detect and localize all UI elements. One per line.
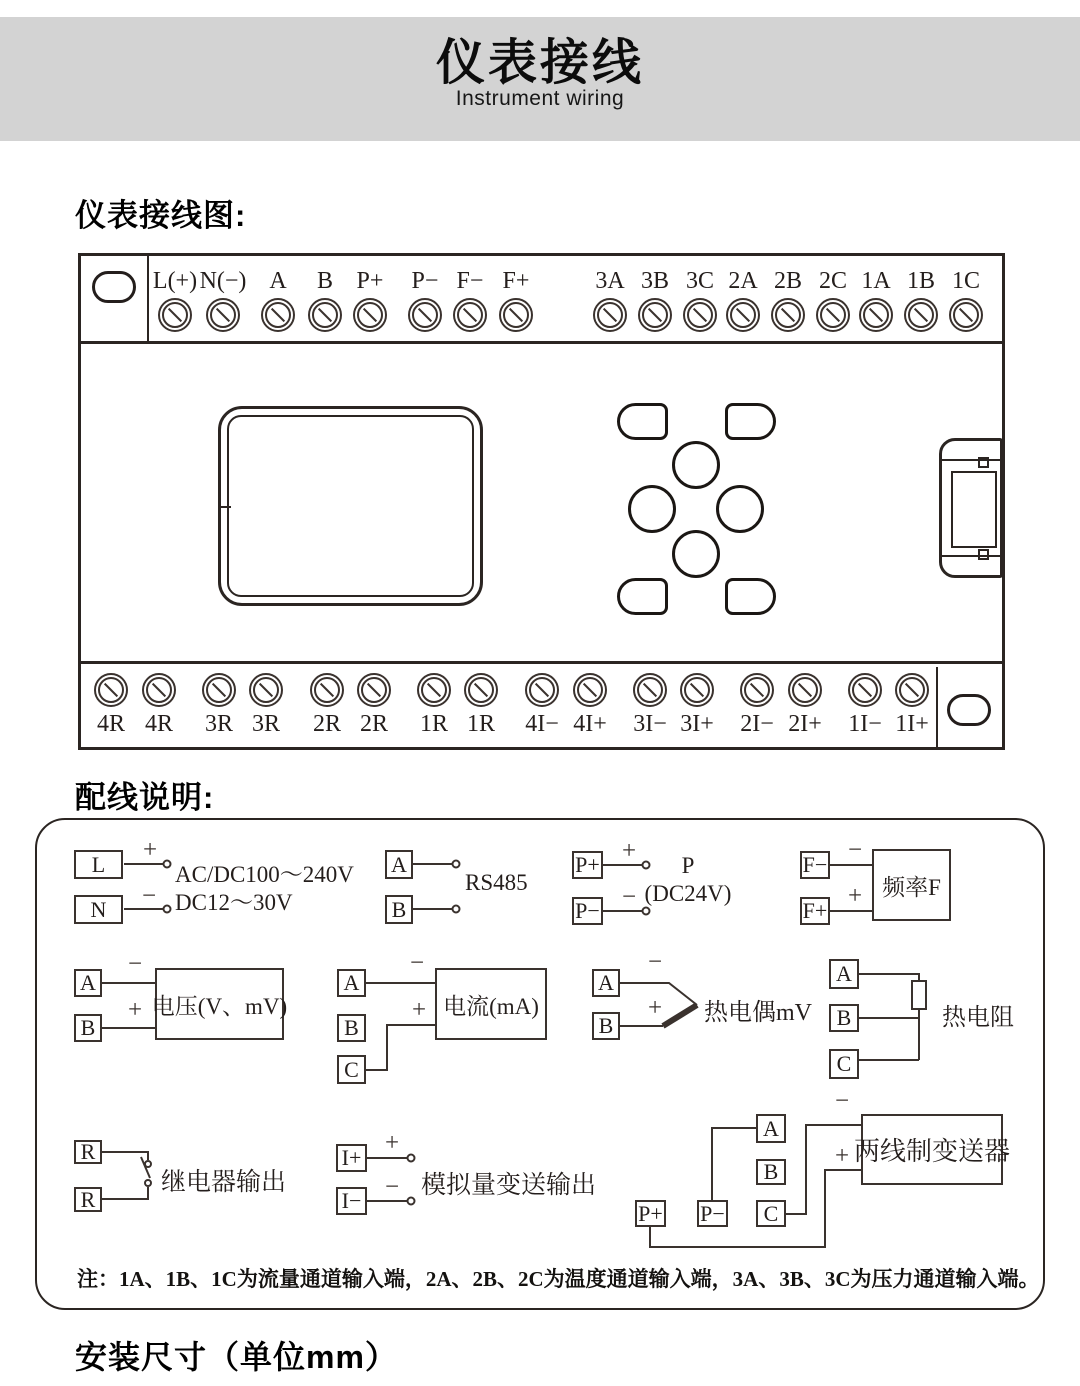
terminal-label: 1R	[466, 711, 495, 737]
terminal-box-L: L	[74, 850, 123, 879]
terminal-bottom	[777, 673, 833, 737]
polarity-minus: −	[621, 883, 637, 911]
terminal-box-C: C	[337, 1055, 366, 1084]
terminal-box-F-minus: F−	[800, 851, 830, 879]
polarity-plus: +	[834, 1142, 850, 1170]
function-key-top-right	[725, 403, 776, 440]
screw-terminal-icon	[949, 298, 983, 332]
screw-terminal-icon	[740, 673, 774, 707]
screw-terminal-icon	[308, 298, 342, 332]
screw-terminal-icon	[904, 298, 938, 332]
display-screen	[218, 406, 483, 606]
terminal-label: 1I+	[895, 711, 929, 737]
terminal-label: B	[316, 268, 333, 294]
terminal-label: 2A	[728, 268, 758, 294]
terminal-top	[938, 268, 994, 332]
terminal-box-A: A	[385, 850, 413, 879]
wiring-notes-heading: 配线说明:	[75, 780, 215, 815]
terminal-label: 1I−	[848, 711, 882, 737]
terminal-top	[488, 268, 544, 332]
terminal-box-A: A	[74, 969, 102, 997]
power-spec-line2: DC12～30V	[175, 890, 293, 915]
connector-edge	[942, 555, 1000, 557]
screw-terminal-icon	[353, 298, 387, 332]
rtd-label: 热电阻	[942, 1005, 1014, 1031]
polarity-plus: +	[142, 836, 158, 864]
side-connector	[939, 438, 1003, 578]
polarity-minus: −	[834, 1087, 850, 1115]
terminal-box-B: B	[592, 1012, 620, 1040]
terminal-label: 3A	[595, 268, 625, 294]
function-key-top-left	[617, 403, 668, 440]
terminal-box-B: B	[829, 1004, 859, 1032]
terminal-box-A: A	[829, 959, 859, 989]
screw-terminal-icon	[499, 298, 533, 332]
left-compartment	[81, 256, 149, 341]
terminal-box-A: A	[592, 969, 620, 997]
terminal-label: 3B	[640, 268, 669, 294]
screw-terminal-icon	[895, 673, 929, 707]
terminal-label: 1A	[861, 268, 891, 294]
function-key-bottom-right	[725, 578, 776, 615]
terminal-box-P-plus: P+	[572, 851, 603, 879]
polarity-minus: −	[127, 950, 143, 978]
nav-right-key	[716, 485, 764, 533]
terminal-box-R: R	[74, 1187, 102, 1212]
terminal-box-N: N	[74, 895, 123, 924]
p24-label: P	[681, 853, 695, 878]
nav-down-key	[672, 530, 720, 578]
terminal-label: 4R	[144, 711, 173, 737]
screw-terminal-icon	[816, 298, 850, 332]
instrument-rear-view	[78, 253, 1005, 750]
screw-terminal-icon	[310, 673, 344, 707]
relay-label: 继电器输出	[161, 1169, 287, 1196]
terminal-bottom	[346, 673, 402, 737]
device-box-transmitter: 两线制变送器	[861, 1114, 1003, 1185]
terminal-bottom	[669, 673, 725, 737]
terminal-box-R: R	[74, 1140, 102, 1164]
connector-edge	[942, 459, 1000, 461]
screw-terminal-icon	[453, 298, 487, 332]
polarity-plus: +	[384, 1129, 400, 1157]
screw-terminal-icon	[573, 673, 607, 707]
terminal-label: 2I−	[740, 711, 774, 737]
terminal-box-P-minus: P−	[697, 1200, 728, 1227]
channel-note: 注：1A、1B、1C为流量通道输入端，2A、2B、2C为温度通道输入端，3A、3B、3C为压力通道输入端。	[77, 1267, 1040, 1291]
screw-terminal-icon	[408, 298, 442, 332]
page-subtitle: Instrument wiring	[455, 86, 625, 110]
analog-out-label: 模拟量变送输出	[421, 1172, 597, 1199]
screw-terminal-icon	[357, 673, 391, 707]
terminal-box-B: B	[385, 895, 413, 924]
terminal-label: 2I+	[788, 711, 822, 737]
terminal-label: 3I−	[633, 711, 667, 737]
terminal-label: A	[269, 268, 287, 294]
wiring-notes-box	[35, 818, 1045, 1310]
device-box-frequency: 频率F	[872, 849, 951, 921]
screw-terminal-icon	[142, 673, 176, 707]
nav-up-key	[672, 441, 720, 489]
polarity-plus: +	[847, 882, 863, 910]
screw-terminal-icon	[249, 673, 283, 707]
screw-terminal-icon	[158, 298, 192, 332]
terminal-label: 3R	[251, 711, 280, 737]
screw-terminal-icon	[206, 298, 240, 332]
function-key-bottom-left	[617, 578, 668, 615]
connector-slot	[951, 471, 997, 548]
polarity-plus: +	[647, 994, 663, 1022]
connector-tab	[978, 549, 989, 560]
polarity-plus: +	[127, 996, 143, 1024]
terminal-label: 2R	[312, 711, 341, 737]
terminal-label: 2B	[773, 268, 802, 294]
terminal-box-F-plus: F+	[800, 897, 830, 925]
polarity-minus: −	[847, 836, 863, 864]
terminal-label: 3C	[685, 268, 714, 294]
terminal-box-A: A	[756, 1114, 786, 1143]
terminal-label: F−	[456, 268, 484, 294]
display-screen-inner	[227, 415, 474, 597]
terminal-box-I-minus: I−	[336, 1187, 367, 1215]
terminal-label: 1B	[906, 268, 935, 294]
terminal-label: N(−)	[199, 268, 247, 294]
terminal-box-B: B	[756, 1159, 786, 1185]
screw-terminal-icon	[261, 298, 295, 332]
terminal-label: P−	[411, 268, 439, 294]
screw-terminal-icon	[638, 298, 672, 332]
terminal-label: 1C	[951, 268, 980, 294]
terminal-label: 3I+	[680, 711, 714, 737]
terminal-bottom	[238, 673, 294, 737]
header-band	[0, 17, 1080, 141]
polarity-minus: −	[141, 882, 157, 910]
right-compartment	[936, 667, 1002, 747]
screw-terminal-icon	[680, 673, 714, 707]
screw-terminal-icon	[94, 673, 128, 707]
terminal-box-A: A	[337, 969, 366, 997]
polarity-plus: +	[621, 837, 637, 865]
terminal-box-B: B	[74, 1014, 102, 1042]
terminal-label: 2C	[818, 268, 847, 294]
terminal-label: L(+)	[152, 268, 198, 294]
terminal-box-B: B	[337, 1014, 366, 1042]
terminal-label: 4I−	[525, 711, 559, 737]
nav-left-key	[628, 485, 676, 533]
case-parting-line	[219, 506, 231, 508]
terminal-label: 4R	[96, 711, 125, 737]
screw-terminal-icon	[771, 298, 805, 332]
terminal-box-P-minus: P−	[572, 897, 603, 925]
terminal-box-P-plus: P+	[635, 1200, 666, 1227]
thermocouple-label: 热电偶mV	[704, 1000, 812, 1026]
screw-terminal-icon	[859, 298, 893, 332]
install-dimensions-heading: 安装尺寸（单位mm）	[75, 1339, 398, 1375]
screw-terminal-icon	[202, 673, 236, 707]
terminal-label: P+	[356, 268, 384, 294]
device-box-current: 电流(mA)	[435, 968, 547, 1040]
polarity-minus: −	[384, 1173, 400, 1201]
screw-terminal-icon	[788, 673, 822, 707]
terminal-bottom	[131, 673, 187, 737]
screw-terminal-icon	[683, 298, 717, 332]
terminal-label: 1R	[419, 711, 448, 737]
device-box-voltage: 电压(V、mV)	[155, 968, 284, 1040]
screw-terminal-icon	[726, 298, 760, 332]
screw-terminal-icon	[464, 673, 498, 707]
rs485-label: RS485	[465, 870, 528, 895]
terminal-bottom	[884, 673, 940, 737]
terminal-top	[195, 268, 251, 332]
terminal-bottom	[562, 673, 618, 737]
screw-terminal-icon	[417, 673, 451, 707]
page-title: 仪表接线	[435, 36, 644, 90]
polarity-minus: −	[647, 948, 663, 976]
screw-terminal-icon	[848, 673, 882, 707]
terminal-box-I-plus: I+	[336, 1144, 367, 1172]
connector-tab	[978, 457, 989, 468]
terminal-top	[342, 268, 398, 332]
wiring-diagram-heading: 仪表接线图:	[75, 198, 247, 233]
terminal-label: 3R	[204, 711, 233, 737]
screw-terminal-icon	[525, 673, 559, 707]
screw-terminal-icon	[593, 298, 627, 332]
mounting-hole-icon	[92, 271, 136, 303]
p24-sub-label: (DC24V)	[644, 881, 732, 906]
terminal-label: 2R	[359, 711, 388, 737]
terminal-box-C: C	[756, 1200, 786, 1227]
mounting-hole-icon	[947, 694, 991, 726]
polarity-plus: +	[411, 996, 427, 1024]
terminal-bottom	[453, 673, 509, 737]
terminal-label: 4I+	[573, 711, 607, 737]
power-spec-line1: AC/DC100～240V	[175, 862, 354, 887]
terminal-label: F+	[502, 268, 530, 294]
terminal-box-C: C	[829, 1049, 859, 1079]
polarity-minus: −	[409, 949, 425, 977]
screw-terminal-icon	[633, 673, 667, 707]
